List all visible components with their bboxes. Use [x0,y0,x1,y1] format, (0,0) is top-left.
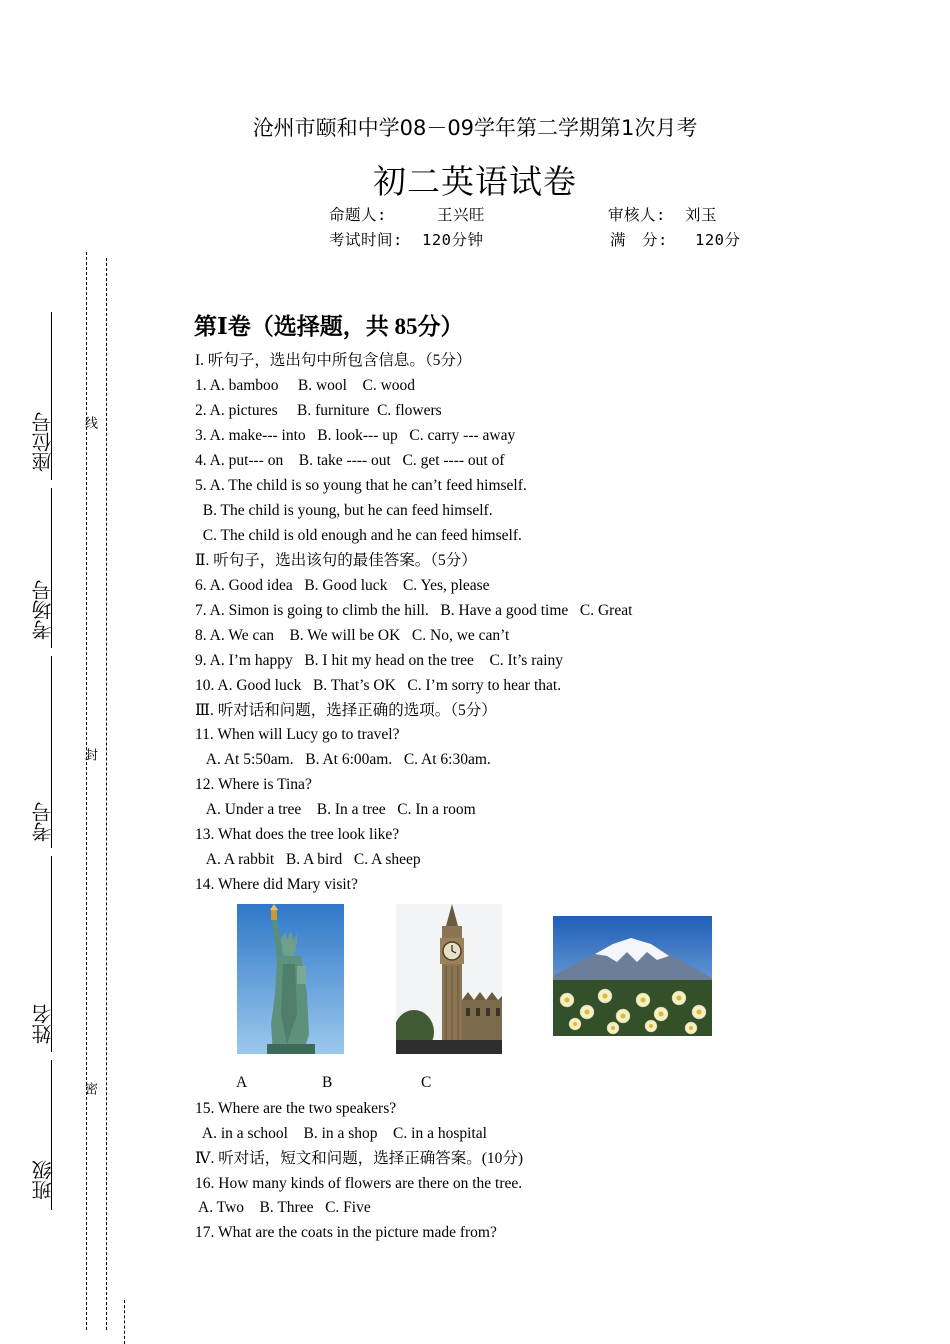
question-line: 2. A. pictures B. furniture C. flowers [195,402,442,419]
seal-secret-char: 密 [82,1082,97,1095]
question-line: A. A rabbit B. A bird C. A sheep [195,851,421,868]
setter-name: 王兴旺 [437,206,486,224]
question-line: 9. A. I’m happy B. I hit my head on the tree C. It’s rainy [195,652,564,669]
part-one-heading: 第Ⅰ卷（选择题，共 85分） [194,314,464,339]
question-line: 8. A. We can B. We will be OK C. No, we can’t [195,627,510,644]
seat-number-blank [51,312,52,480]
exam-number-blank [51,656,52,848]
question-line: A. Under a tree B. In a tree C. In a room [195,801,476,818]
time-label: 考试时间: [329,231,403,249]
statue-of-liberty-image [237,904,344,1054]
section-four-instruction: Ⅳ. 听对话，短文和问题，选择正确答案。(10分) [195,1150,524,1167]
question-line: 10. A. Good luck B. That’s OK C. I’m sorry to hear that. [195,677,562,694]
class-blank [51,1060,52,1210]
picture-option-b-label: B [322,1074,333,1091]
binding-dashed-line-tail [124,1300,125,1344]
exam-number-label: 考号 [31,802,55,842]
setter-label: 命题人: [329,206,387,224]
question-line: 12. Where is Tina? [195,776,312,793]
section-two-instruction: Ⅱ. 听句子，选出该句的最佳答案。（5分） [195,552,477,569]
question-line: 3. A. make--- into B. look--- up C. carry --- away [195,427,516,444]
section-one-instruction: I. 听句子，选出句中所包含信息。（5分） [195,352,472,369]
question-line: 5. A. The child is so young that he can’t feed himself. [195,477,527,494]
picture-option-a-label: A [236,1074,248,1091]
seal-line-char: 线 [82,416,97,429]
score-label: 满 分: [610,231,668,249]
question-line: 15. Where are the two speakers? [195,1100,397,1117]
question-line: A. Two B. Three C. Five [195,1199,371,1216]
question-line: B. The child is young, but he can feed himself. [195,502,493,519]
exam-room-blank [51,488,52,648]
section-three-instruction: Ⅲ. 听对话和问题，选择正确的选项。（5分） [195,702,497,719]
binding-dashed-line-outer [106,258,107,1330]
big-ben-image [396,904,502,1054]
question-line: 13. What does the tree look like? [195,826,400,843]
question-line: 14. Where did Mary visit? [195,876,358,893]
student-name-blank [51,856,52,1052]
time-value: 120分钟 [422,231,484,249]
question-line: 11. When will Lucy go to travel? [195,726,400,743]
student-name-label: 姓名 [31,1004,55,1044]
question-line: C. The child is old enough and he can feed himself. [195,527,522,544]
question-line: 4. A. put--- on B. take ---- out C. get ---- out of [195,452,505,469]
mount-fuji-daffodils-image [553,916,712,1036]
question-line: 6. A. Good idea B. Good luck C. Yes, please [195,577,490,594]
exam-title: 初二英语试卷 [373,162,577,201]
question-line: A. in a school B. in a shop C. in a hospital [195,1125,487,1142]
binding-dashed-line-inner [86,252,87,1330]
picture-option-c-label: C [421,1074,432,1091]
seat-number-label: 座位号 [31,412,55,472]
exam-room-label: 考场号 [31,580,55,640]
reviewer-label: 审核人: [608,206,666,224]
question-line: 1. A. bamboo B. wool C. wood [195,377,416,394]
class-label: 班级 [31,1160,55,1200]
question-line: 7. A. Simon is going to climb the hill. B. Have a good time C. Great [195,602,633,619]
score-value: 120分 [695,231,741,249]
question-line: A. At 5:50am. B. At 6:00am. C. At 6:30am. [195,751,491,768]
question-line: 16. How many kinds of flowers are there on the tree. [195,1175,523,1192]
reviewer-name: 刘玉 [685,206,718,224]
school-exam-line: 沧州市颐和中学08－09学年第二学期第1次月考 [252,116,698,140]
question-line: 17. What are the coats in the picture made from? [195,1224,497,1241]
seal-seal-char: 封 [82,748,97,761]
